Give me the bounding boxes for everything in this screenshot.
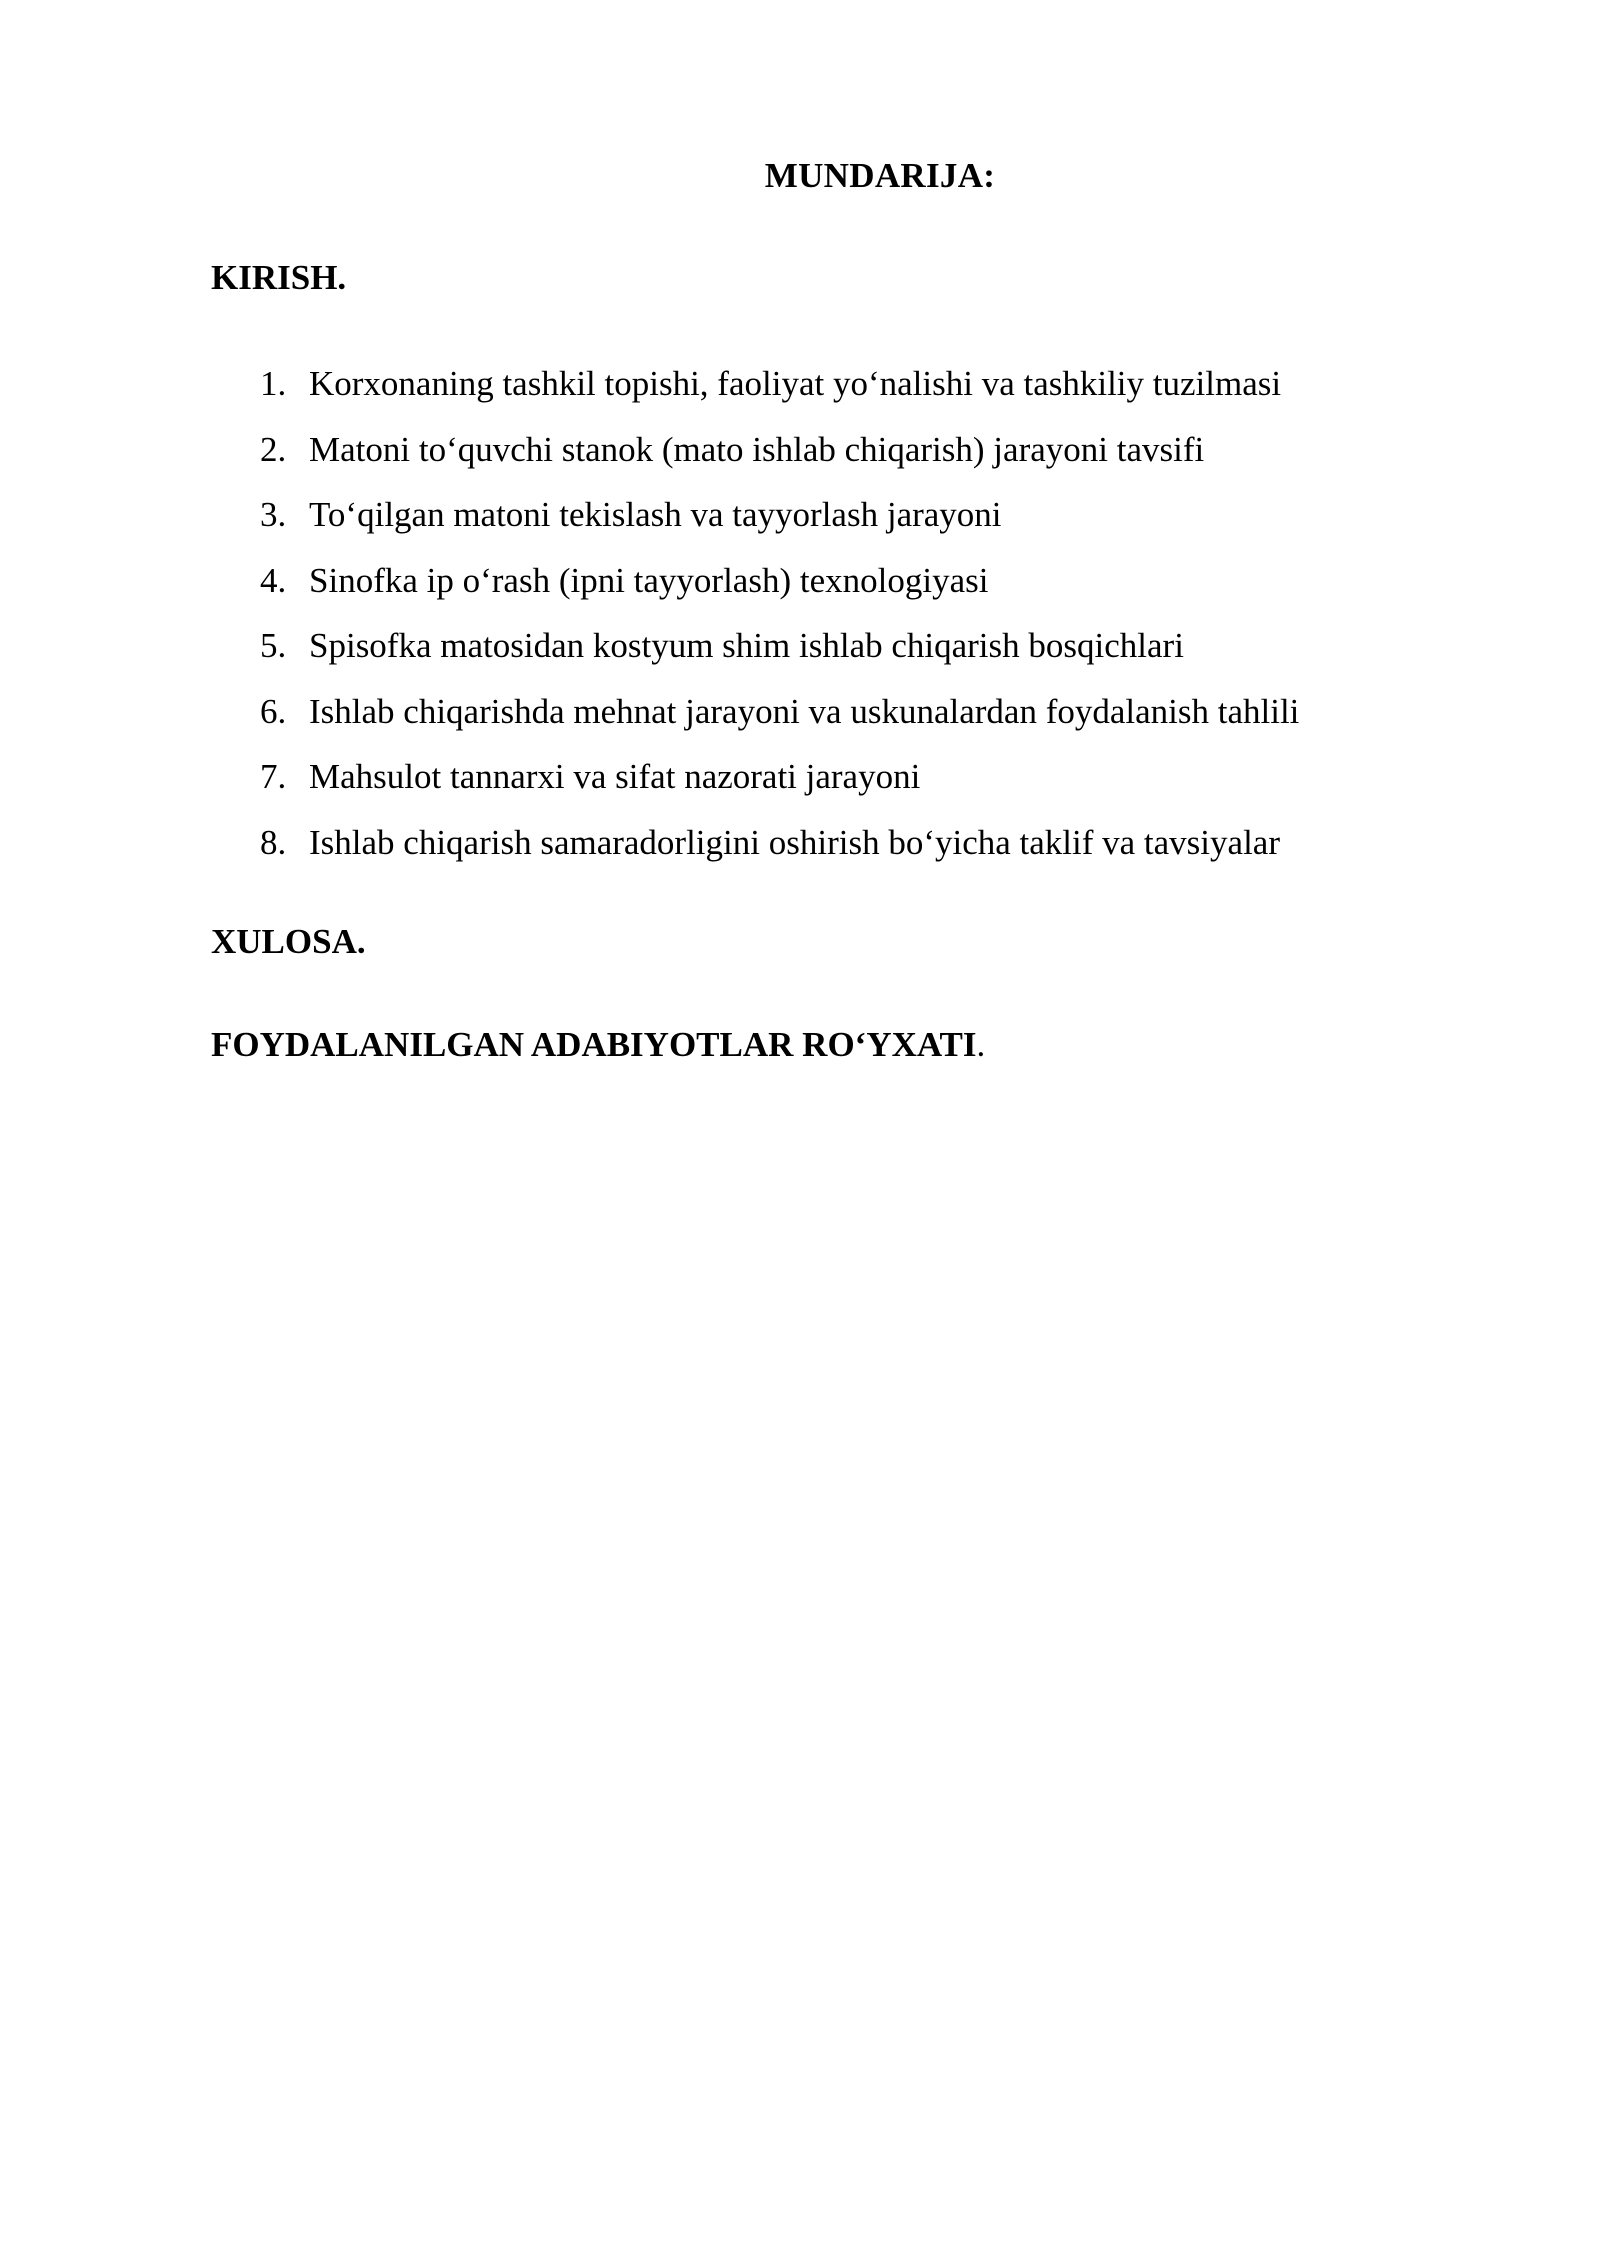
references-label: FOYDALANILGAN ADABIYOTLAR RO‘YXATI [211,1025,977,1064]
page-title: MUNDARIJA: [764,156,996,195]
item-text: Korxonaning tashkil topishi, faoliyat yo‘nalishi va tashkiliy tuzilmasi [309,364,1282,403]
item-text: Spisofka matosidan kostyum shim ishlab chiqarish bosqichlari [309,626,1184,665]
item-text: To‘qilgan matoni tekislash va tayyorlash jarayoni [309,495,1002,534]
references-period: . [976,1025,986,1064]
intro-heading: KIRISH. [211,258,347,297]
item-number: 3. [260,495,287,534]
item-number: 4. [260,560,287,600]
item-number: 2. [260,429,287,469]
item-text: Sinofka ip o‘rash (ipni tayyorlash) texnologiyasi [309,560,989,600]
item-number: 5. [260,626,287,665]
item-text: Ishlab chiqarish samaradorligini oshirish bo‘yicha taklif va tavsiyalar [309,822,1280,862]
references-heading [211,1021,985,1069]
item-text: Ishlab chiqarishda mehnat jarayoni va uskunalardan foydalanish tahlili [309,691,1300,731]
item-text: Matoni to‘quvchi stanok (mato ishlab chiqarish) jarayoni tavsifi [309,429,1205,469]
item-number: 8. [260,822,287,862]
item-number: 6. [260,691,287,731]
conclusion-heading: XULOSA. [211,922,366,961]
item-text: Mahsulot tannarxi va sifat nazorati jarayoni [309,757,921,796]
item-number: 1. [260,364,287,403]
item-number: 7. [260,757,287,796]
